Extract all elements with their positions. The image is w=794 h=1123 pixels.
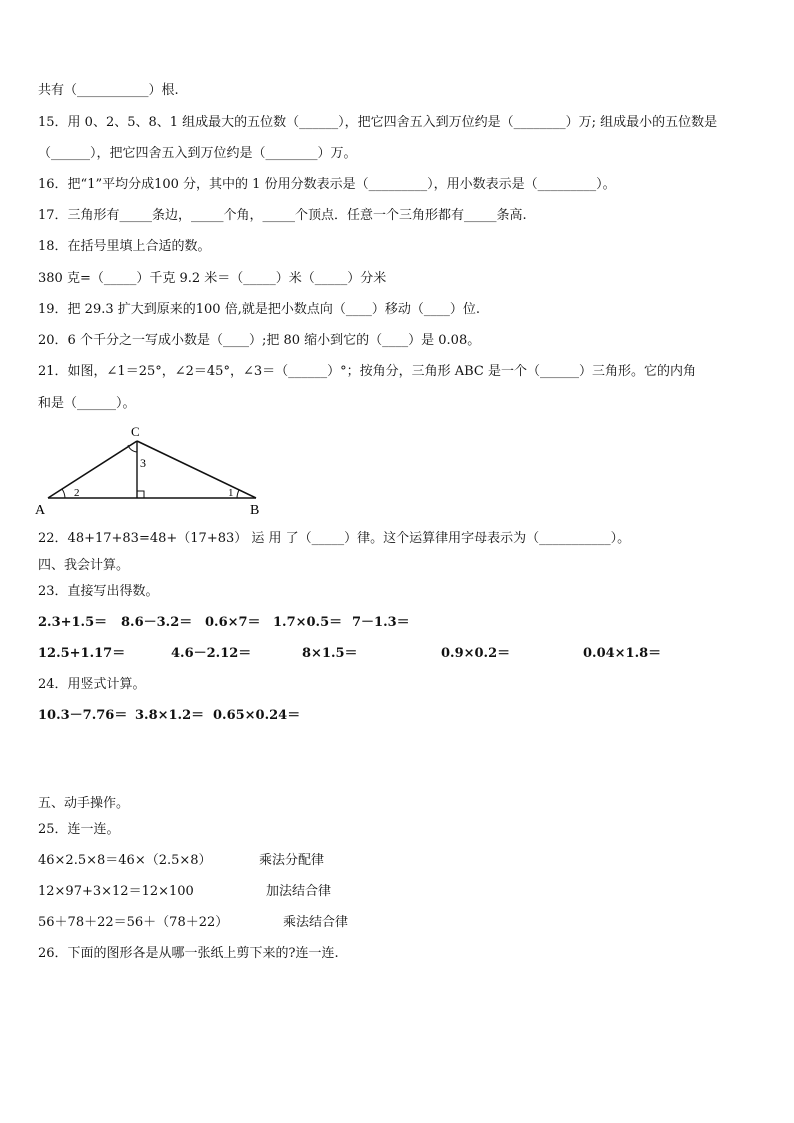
calc23-item: 12.5+1.17＝ [38, 646, 126, 661]
question-21-line2: 和是（______）。 [38, 396, 136, 411]
section-5-title: 五、动手操作。 [38, 796, 130, 811]
question-15-line2: （______），把它四舍五入到万位约是（________）万。 [38, 146, 357, 161]
question-19: 19．把 29.3 扩大到原来的100 倍,就是把小数点向（____）移动（____）位. [38, 302, 480, 317]
calc23-item: 1.7×0.5＝ [273, 615, 343, 630]
question-16: 16．把“1”平均分成100 分，其中的 1 份用分数表示是（_________），用小数表示是（_________）。 [38, 177, 616, 192]
side-ac [48, 441, 137, 498]
calc23-item: 0.6×7＝ [205, 615, 261, 630]
line-q14-end: 共有（___________）根. [38, 83, 179, 98]
calc24-item: 0.65×0.24＝ [213, 708, 301, 723]
question-21-line1: 21．如图，∠1＝25°，∠2＝45°，∠3＝（______）°；按角分，三角形 ABC 是一个（______）三角形。它的内角 [38, 364, 697, 379]
question-17: 17．三角形有_____条边，_____个角，_____个顶点．任意一个三角形都有_____条高. [38, 208, 527, 223]
calc23-item: 4.6－2.12＝ [171, 646, 252, 661]
calc23-item: 2.3+1.5＝ [38, 615, 108, 630]
calc23-item: 0.9×0.2＝ [441, 646, 511, 661]
question-23: 23．直接写出得数。 [38, 584, 159, 599]
angle-1-arc [237, 490, 239, 498]
calc24-item: 3.8×1.2＝ [135, 708, 205, 723]
question-22: 22．48+17+83=48+（17+83） 运 用 了（_____）律。这个运算律用字母表示为（___________）。 [38, 531, 631, 546]
calc24-item: 10.3－7.76＝ [38, 708, 128, 723]
angle-2-label: 2 [74, 487, 80, 499]
vertex-b-label: B [250, 503, 260, 518]
match-expression: 56＋78＋22＝56＋（78＋22） [38, 915, 229, 930]
section-4-title: 四、我会计算。 [38, 558, 130, 573]
calc23-item: 8×1.5＝ [302, 646, 358, 661]
vertex-c-label: C [131, 424, 140, 439]
angle-3-label: 3 [140, 456, 146, 470]
question-20: 20．6 个千分之一写成小数是（____）;把 80 缩小到它的（____）是 0.08。 [38, 333, 481, 348]
right-angle-mark [137, 491, 144, 498]
vertex-a-label: A [35, 503, 46, 518]
angle-1-label: 1 [228, 487, 234, 499]
side-bc [137, 441, 256, 498]
question-18: 18．在括号里填上合适的数。 [38, 239, 211, 254]
match-law: 乘法结合律 [283, 915, 349, 930]
match-law: 乘法分配律 [259, 853, 325, 868]
calc23-item: 0.04×1.8＝ [583, 646, 662, 661]
question-24: 24．用竖式计算。 [38, 677, 146, 692]
match-law: 加法结合律 [266, 884, 332, 899]
calc23-item: 8.6－3.2＝ [121, 615, 193, 630]
angle-2-arc [62, 489, 65, 498]
calc23-item: 7－1.3＝ [352, 615, 410, 630]
question-18-blanks: 380 克=（_____）千克 9.2 米＝（_____）米（_____）分米 [38, 271, 387, 286]
question-15-line1: 15．用 0、2、5、8、1 组成最大的五位数（______），把它四舍五入到万位约是（________）万; 组成最小的五位数是 [38, 115, 718, 130]
question-26: 26．下面的图形各是从哪一张纸上剪下来的?连一连. [38, 946, 339, 961]
match-expression: 46×2.5×8＝46×（2.5×8） [38, 853, 212, 868]
question-25: 25．连一连。 [38, 822, 120, 837]
match-expression: 12×97+3×12＝12×100 [38, 884, 194, 899]
triangle-figure [30, 422, 270, 518]
